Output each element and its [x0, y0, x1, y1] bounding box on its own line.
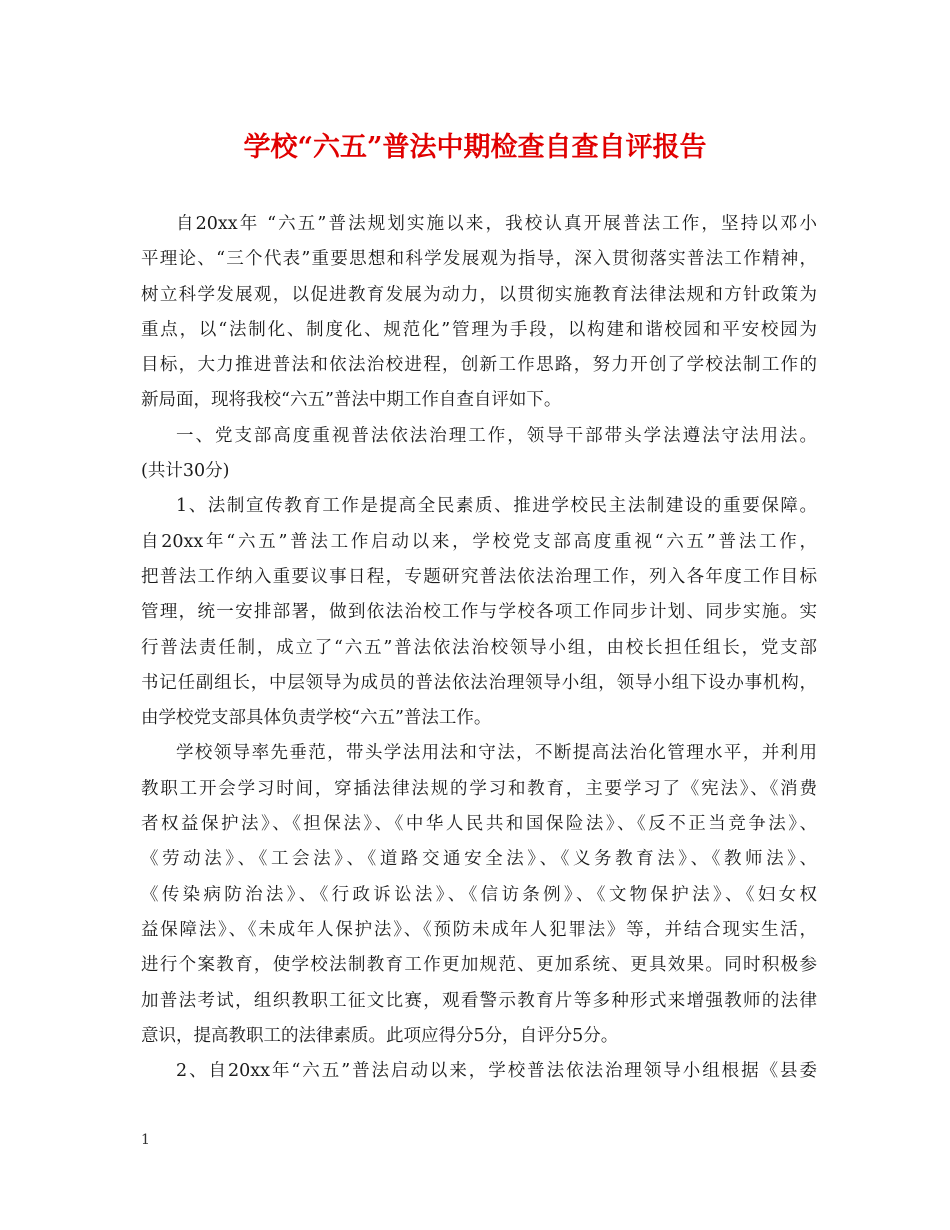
- text-line: 树立科学发展观，以促进教育发展为动力，以贯彻实施教育法律法规和方针政策为: [141, 284, 817, 305]
- text-line: 《劳动法》、《工会法》、《道路交通安全法》、《义务教育法》、《教师法》、: [141, 849, 817, 870]
- text-line: 把普法工作纳入重要议事日程，专题研究普法依法治理工作，列入各年度工作目标: [141, 566, 817, 587]
- text-line: 管理，统一安排部署，做到依法治校工作与学校各项工作同步计划、同步实施。实: [141, 602, 817, 623]
- text-line: 者权益保护法》、《担保法》、《中华人民共和国保险法》、《反不正当竞争法》、: [141, 814, 817, 835]
- text-line: 益保障法》、《未成年人保护法》、《预防未成年人犯罪法》等，并结合现实生活，: [141, 919, 817, 940]
- document-title: 学校“六五”普法中期检查自查自评报告: [243, 132, 707, 163]
- text-line: (共计30分): [141, 461, 230, 482]
- text-line: 1、法制宣传教育工作是提高全民素质、推进学校民主法制建设的重要保障。: [176, 496, 817, 517]
- text-line: 教职工开会学习时间，穿插法律法规的学习和教育，主要学习了《宪法》、《消费: [141, 778, 817, 799]
- text-line: 一、党支部高度重视普法依法治理工作，领导干部带头学法遵法守法用法。: [176, 425, 817, 446]
- text-line: 书记任副组长，中层领导为成员的普法依法治理领导小组，领导小组下设办事机构，: [141, 672, 817, 693]
- document-body: [141, 207, 817, 1089]
- text-line: 行普法责任制，成立了“六五”普法依法治校领导小组，由校长担任组长，党支部: [141, 637, 817, 658]
- text-line: 重点，以“法制化、制度化、规范化”管理为手段，以构建和谐校园和平安校园为: [141, 319, 817, 340]
- text-line: 《传染病防治法》、《行政诉讼法》、《信访条例》、《文物保护法》、《妇女权: [141, 884, 817, 905]
- text-line: 学校领导率先垂范，带头学法用法和守法，不断提高法治化管理水平，并利用: [176, 743, 817, 764]
- text-line: 意识，提高教职工的法律素质。此项应得分5分，自评分5分。: [141, 1025, 619, 1046]
- text-line: 新局面，现将我校“六五”普法中期工作自查自评如下。: [141, 390, 562, 411]
- text-line: 目标，大力推进普法和依法治校进程，创新工作思路，努力开创了学校法制工作的: [141, 355, 817, 376]
- text-line: 自20xx年 “六五”普法规划实施以来，我校认真开展普法工作，坚持以邓小: [176, 214, 817, 234]
- text-line: 由学校党支部具体负责学校“六五”普法工作。: [141, 708, 492, 729]
- page-number: 1: [141, 1132, 150, 1148]
- text-line: 自20xx年“六五”普法工作启动以来，学校党支部高度重视“六五”普法工作，: [141, 531, 817, 552]
- text-line: 平理论、“三个代表”重要思想和科学发展观为指导，深入贯彻落实普法工作精神，: [141, 249, 817, 270]
- text-line: 加普法考试，组织教职工征文比赛，观看警示教育片等多种形式来增强教师的法律: [141, 990, 817, 1011]
- text-line: 进行个案教育，使学校法制教育工作更加规范、更加系统、更具效果。同时积极参: [141, 955, 817, 976]
- text-line: 2、自20xx年“六五”普法启动以来，学校普法依法治理领导小组根据《县委: [176, 1061, 817, 1082]
